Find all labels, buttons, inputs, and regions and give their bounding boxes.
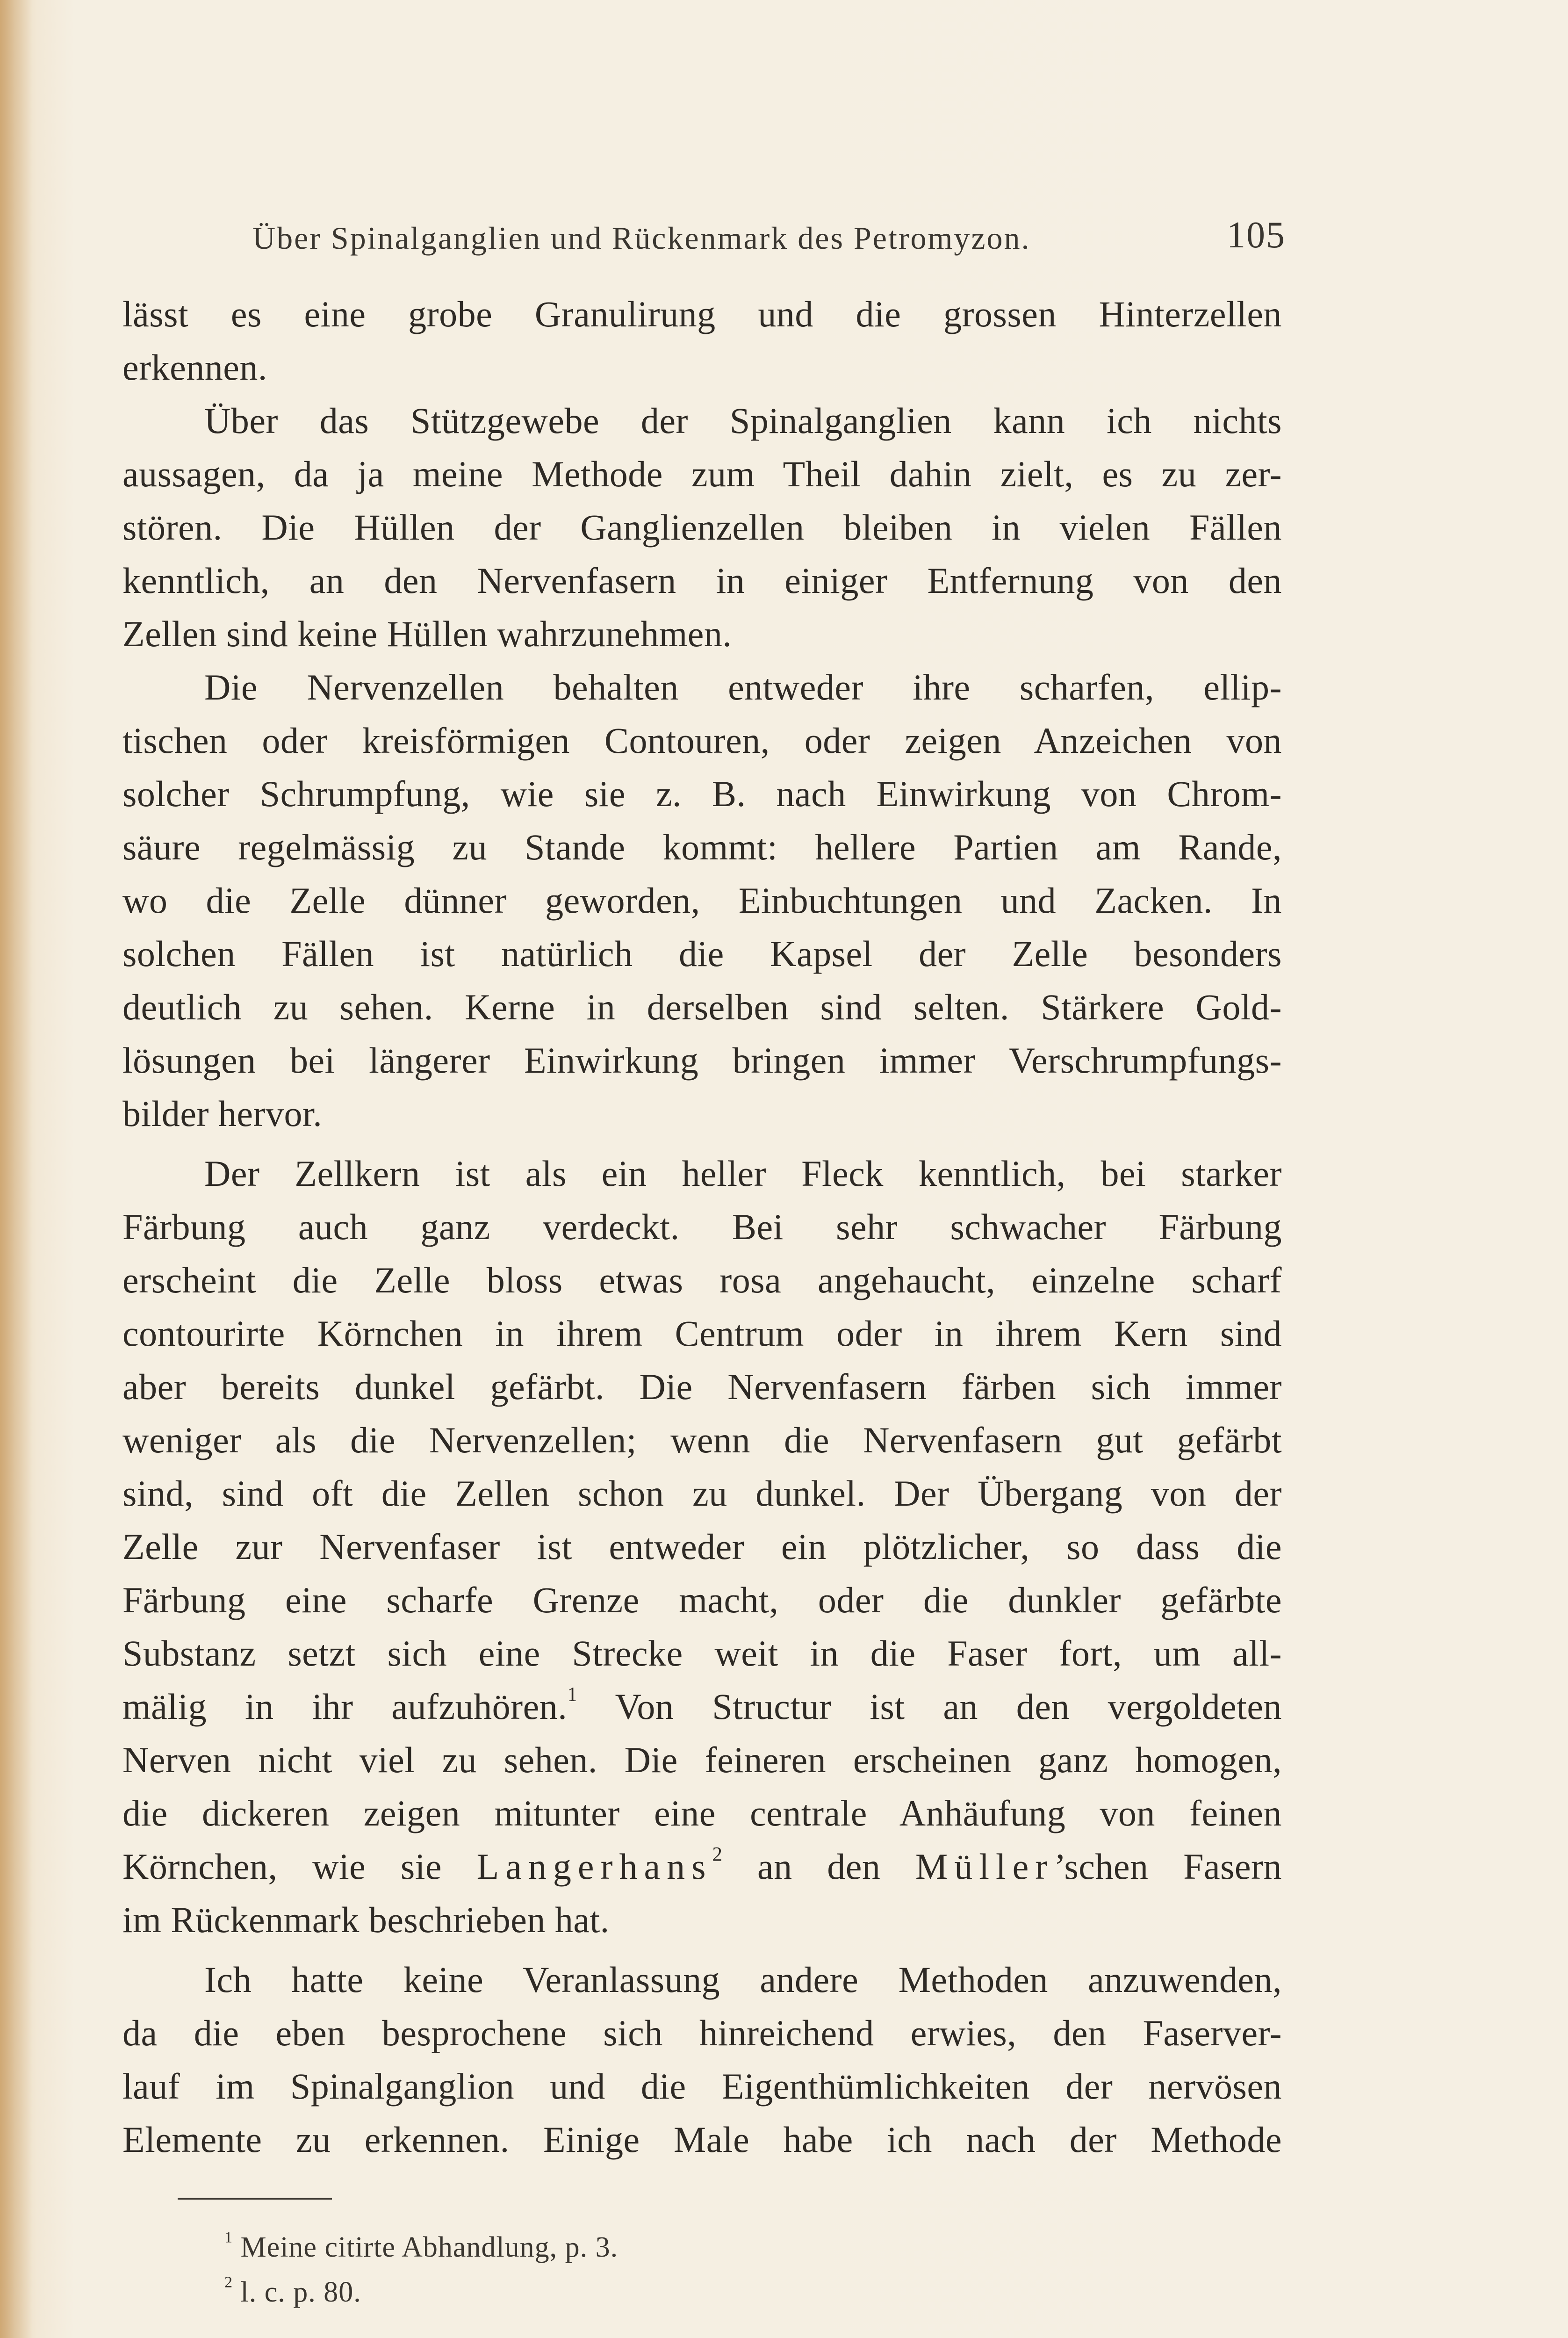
footnote-mark: 1	[224, 2229, 233, 2246]
footnote-text: Meine citirte Abhandlung, p. 3.	[240, 2231, 619, 2263]
text-line: säure regelmässig zu Stande kommt: hellere Partien am Rande,	[122, 827, 1282, 867]
text-line: Die Nervenzellen behalten entweder ihre scharfen, ellip-	[204, 667, 1282, 707]
text-line: aber bereits dunkel gefärbt. Die Nervenfasern färben sich immer	[122, 1366, 1282, 1407]
spaced-name-mueller: Müller	[915, 1846, 1054, 1887]
text-line: da die eben besprochene sich hinreichend erwies, den Faserver-	[122, 2013, 1282, 2053]
text-line: bilder hervor.	[122, 1093, 323, 1134]
text-line: sind, sind oft die Zellen schon zu dunkel. Der Übergang von der	[122, 1473, 1282, 1514]
text-line: Zellen sind keine Hüllen wahrzunehmen.	[122, 613, 732, 654]
text-fragment: Körnchen, wie sie	[122, 1846, 442, 1887]
text-line-with-footnote	[122, 1680, 1282, 1733]
paragraph-gap	[122, 1140, 1282, 1147]
running-title: Über Spinalganglien und Rückenmark des Petromyzon.	[252, 220, 1031, 256]
text-line: wo die Zelle dünner geworden, Einbuchtungen und Zacken. In	[122, 880, 1282, 921]
footnote	[224, 2225, 1066, 2270]
body-text	[122, 288, 1282, 2166]
text-line: Ich hatte keine Veranlassung andere Methoden anzuwenden,	[204, 1959, 1282, 2000]
text-line: stören. Die Hüllen der Ganglienzellen bleiben in vielen Fällen	[122, 507, 1282, 548]
text-line: Elemente zu erkennen. Einige Male habe ich nach der Methode	[122, 2119, 1282, 2160]
text-line: deutlich zu sehen. Kerne in derselben sind selten. Stärkere Gold-	[122, 987, 1282, 1027]
page-header	[252, 215, 1286, 271]
footnote-ref: 1	[567, 1683, 578, 1706]
text-fragment: mälig in ihr aufzuhören.	[122, 1686, 568, 1727]
footnote-mark: 2	[224, 2273, 233, 2291]
footnotes	[224, 2225, 1066, 2315]
paragraph-gap	[122, 1947, 1282, 1953]
text-line: erscheint die Zelle bloss etwas rosa angehaucht, einzelne scharf	[122, 1260, 1282, 1300]
text-line: solchen Fällen ist natürlich die Kapsel der Zelle besonders	[122, 933, 1282, 974]
text-line: Der Zellkern ist als ein heller Fleck kenntlich, bei starker	[204, 1153, 1282, 1194]
text-line: lässt es eine grobe Granulirung und die grossen Hinterzellen	[122, 294, 1282, 334]
footnote-ref: 2	[712, 1843, 723, 1866]
text-line: aussagen, da ja meine Methode zum Theil dahin zielt, es zu zer-	[122, 454, 1282, 494]
text-line: Zelle zur Nervenfaser ist entweder ein plötzlicher, so dass die	[122, 1526, 1282, 1567]
text-fragment: an den	[757, 1846, 881, 1887]
spaced-name-langerhans: Langerhans	[476, 1846, 712, 1887]
text-line: contourirte Körnchen in ihrem Centrum oder in ihrem Kern sind	[122, 1313, 1282, 1354]
text-line: kenntlich, an den Nervenfasern in einiger Entfernung von den	[122, 560, 1282, 601]
text-line: die dickeren zeigen mitunter eine centrale Anhäufung von feinen	[122, 1793, 1282, 1833]
text-line: weniger als die Nervenzellen; wenn die Nervenfasern gut gefärbt	[122, 1420, 1282, 1460]
text-line: Über das Stützgewebe der Spinalganglien kann ich nichts	[204, 400, 1282, 441]
text-line-with-footnote	[122, 1840, 1282, 1893]
text-line: lösungen bei längerer Einwirkung bringen immer Verschrumpfungs-	[122, 1040, 1282, 1081]
text-line: Färbung eine scharfe Grenze macht, oder die dunkler gefärbte	[122, 1580, 1282, 1620]
footnote-divider	[178, 2198, 332, 2200]
text-line: Substanz setzt sich eine Strecke weit in die Faser fort, um all-	[122, 1633, 1282, 1674]
text-line: tischen oder kreisförmigen Contouren, oder zeigen Anzeichen von	[122, 720, 1282, 761]
text-fragment: Von Structur ist an den vergoldeten	[615, 1686, 1282, 1727]
text-line: Färbung auch ganz verdeckt. Bei sehr schwacher Färbung	[122, 1206, 1282, 1247]
text-fragment: ’schen Fasern	[1054, 1846, 1282, 1887]
page-edge-shadow	[0, 0, 33, 2338]
footnote	[224, 2270, 1066, 2315]
page-number: 105	[1227, 215, 1286, 256]
text-line: Nerven nicht viel zu sehen. Die feineren erscheinen ganz homogen,	[122, 1739, 1282, 1780]
text-line: solcher Schrumpfung, wie sie z. B. nach Einwirkung von Chrom-	[122, 773, 1282, 814]
footnote-text: l. c. p. 80.	[240, 2276, 361, 2308]
text-line: lauf im Spinalganglion und die Eigenthümlichkeiten der nervösen	[122, 2066, 1282, 2107]
text-line: erkennen.	[122, 347, 267, 388]
text-line: im Rückenmark beschrieben hat.	[122, 1899, 610, 1940]
